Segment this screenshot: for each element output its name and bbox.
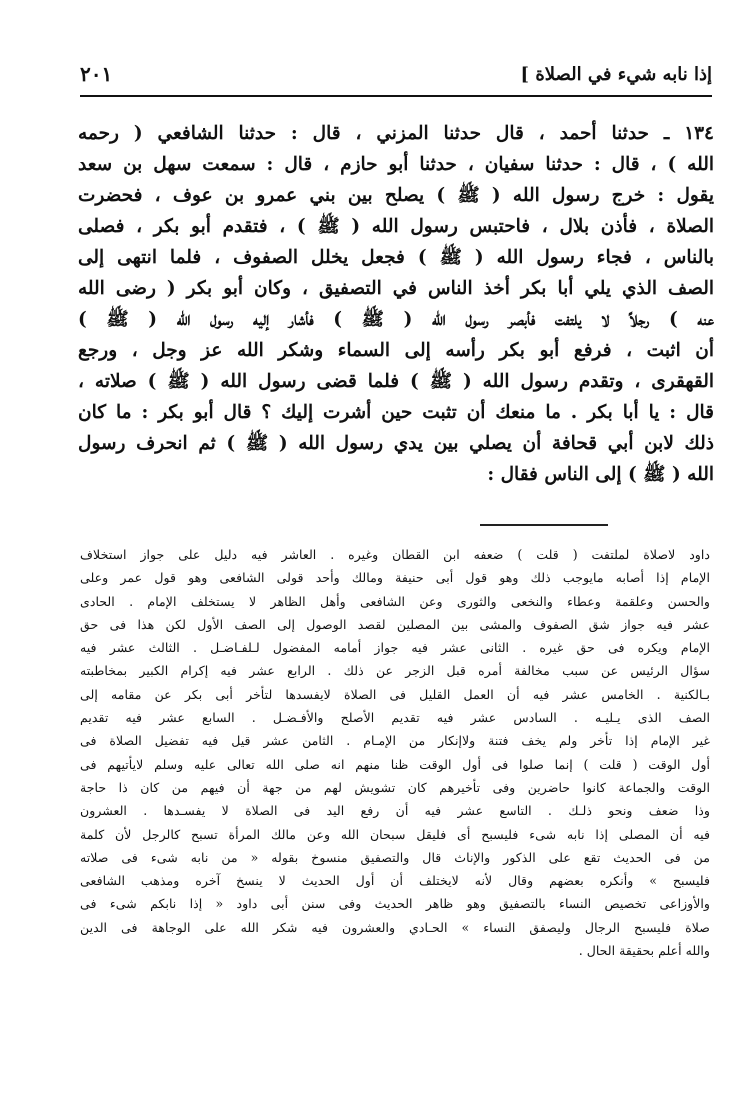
page-number: ٢٠١ [80,62,113,86]
running-head [80,60,712,94]
header-rule [80,95,712,97]
text-line: القهقرى ، وتقدم رسول الله ( ﷺ ) فلما قضى رسول الله ( ﷺ ) صلاته ، [78,371,714,392]
text-line: يقول : خرج رسول الله ( ﷺ ) يصلح بين بني عمرو بن عوف ، فحضرت [78,185,714,206]
text-line: قال : يا أبا بكر . ما منعك أن تثبت حين أشرت إليك ؟ قال أبو بكر : ما كان [78,402,714,423]
footnote-line: والله أعلم بحقيقة الحال . [578,943,710,959]
text-line: بالناس ، فجاء رسول الله ( ﷺ ) فجعل يخلل الصفوف ، فلما انتهى إلى [78,247,714,268]
footnote-line: والحسن وعلقمة وعطاء والنخعى والثورى وعن الشافعى وأهل الظاهر لا يستخلف الإمام . الحادى [80,593,710,609]
hadith-text [78,118,714,490]
footnote-line: فيه أن المصلى إذا نابه شىء فليسبح أى فليقل سبحان الله وعن مالك المرأة تسبح كالرجل لأن كلمة [80,826,710,842]
text-line: الله ( ﷺ ) إلى الناس فقال : [487,464,714,485]
text-line: الصف الذي يلي أبا بكر أخذ الناس في التصفيق ، وكان أبو بكر ( رضى الله [78,278,714,299]
footnote-separator [480,524,608,526]
footnote-line: الوقت والجماعة كانوا حاضرين وفى تأخيرهم كان تشويش لهم من جهة أن فيهم من كان ذا حاجة [80,779,710,795]
footnote-line: الصف الذى يـليـه . السادس عشر فيه تقديم الأصلح والأفـضـل . السابع عشر فيه تقديم [80,710,710,726]
footnote-line: الإمام ويكره فى حق غيره . الثانى عشر فيه جواز أمامه المفضول لـلفـاضـل . الثالث عشر فيه [80,640,710,656]
footnote-line: صلاة فليسبح الرجال وليصفق النساء » الحـادي والعشرون فيه شكر الله على الوجاهة فى الدين [80,919,710,935]
text-line: ذلك لابن أبي قحافة أن يصلي بين يدي رسول الله ( ﷺ ) ثم انحرف رسول [78,433,714,454]
footnote-line: غير الإمام إذا تأخر ولم يخف فتنة ولاإنكار من الإمـام . الثامن عشر قيل فيه تفضيل الصلاة فى [80,733,710,749]
footnote-line: من فى الحديث تقع على الذكور والإناث قال والتصفيق منسوخ بقوله « من نابه شىء فى صلاته [80,849,710,865]
text-line: ١٣٤ ـ حدثنا أحمد ، قال حدثنا المزني ، قال : حدثنا الشافعي ( رحمه [78,123,714,144]
text-line: الصلاة ، فأذن بلال ، فاحتبس رسول الله ( ﷺ ) ، فتقدم أبو بكر ، فصلى [78,216,714,237]
footnote-line: الإمام إذا أصابه مايوجب ذلك وهو قول أبى حنيفة ومالك وأحد قولى الشافعى وهو قول عمر وعلى [80,570,710,586]
footnote-line: عشر فيه جواز شق الصفوف والمشى بين المصلين لقصد الوصول إلى الصف الأول لكن هذا فى حق [80,616,710,632]
footnote-line: فليسبح » وأنكره بعضهم وقال لأنه لايختلف أن أول الحديث لا ينسخ آخره ومذهب الشافعى [80,873,710,889]
footnote-line: والأوزاعى تخصيص النساء بالتصفيق وهو ظاهر الحديث وفى سنن أبى داود « إذا نابكم شىء فى [80,896,710,912]
footnote-line: سؤال الرئيس عن سبب مخالفة أمره قبل الزجر عن ذلك . الرابع عشر فيه إكرام الكبير بمخاطبته [80,663,710,679]
text-line: أن اثبت ، فرفع أبو بكر رأسه إلى السماء وشكر الله عز وجل ، ورجع [78,340,714,361]
text-line: الله ) ، قال : حدثنا سفيان ، حدثنا أبو حازم ، قال : سمعت سهل بن سعد [78,154,714,175]
running-title: إذا نابه شيء في الصلاة ] [520,64,712,85]
text-line: عنه ) رجلاً لا يلتفت فأبصر رسول الله ( ﷺ ) فأشار إليه رسول الله ( ﷺ ) [78,309,714,330]
footnotes [80,543,710,962]
footnote-line: أول الوقت ( قلت ) إنما صلوا فى أول الوقت ظنا منهم انه صلى الله تعالى عليه وسلم لايأتيهم فى [80,756,710,772]
footnote-line: داود لاصلاة لملتفت ( قلت ) ضعفه ابن القطان وغيره . العاشر فيه دليل على جواز استخلاف [80,547,710,562]
footnote-line: بـالكنية . الخامس عشر فيه أن العمل القليل فى الصلاة لايفسدها لتأخر أبى بكر عن مقامه إلى [80,686,710,702]
footnote-line: وذا ضعف ونحو ذلـك . التاسع عشر فيه أن رفع اليد فى الصلاة لا يفسـدها . العشرون [80,803,710,819]
